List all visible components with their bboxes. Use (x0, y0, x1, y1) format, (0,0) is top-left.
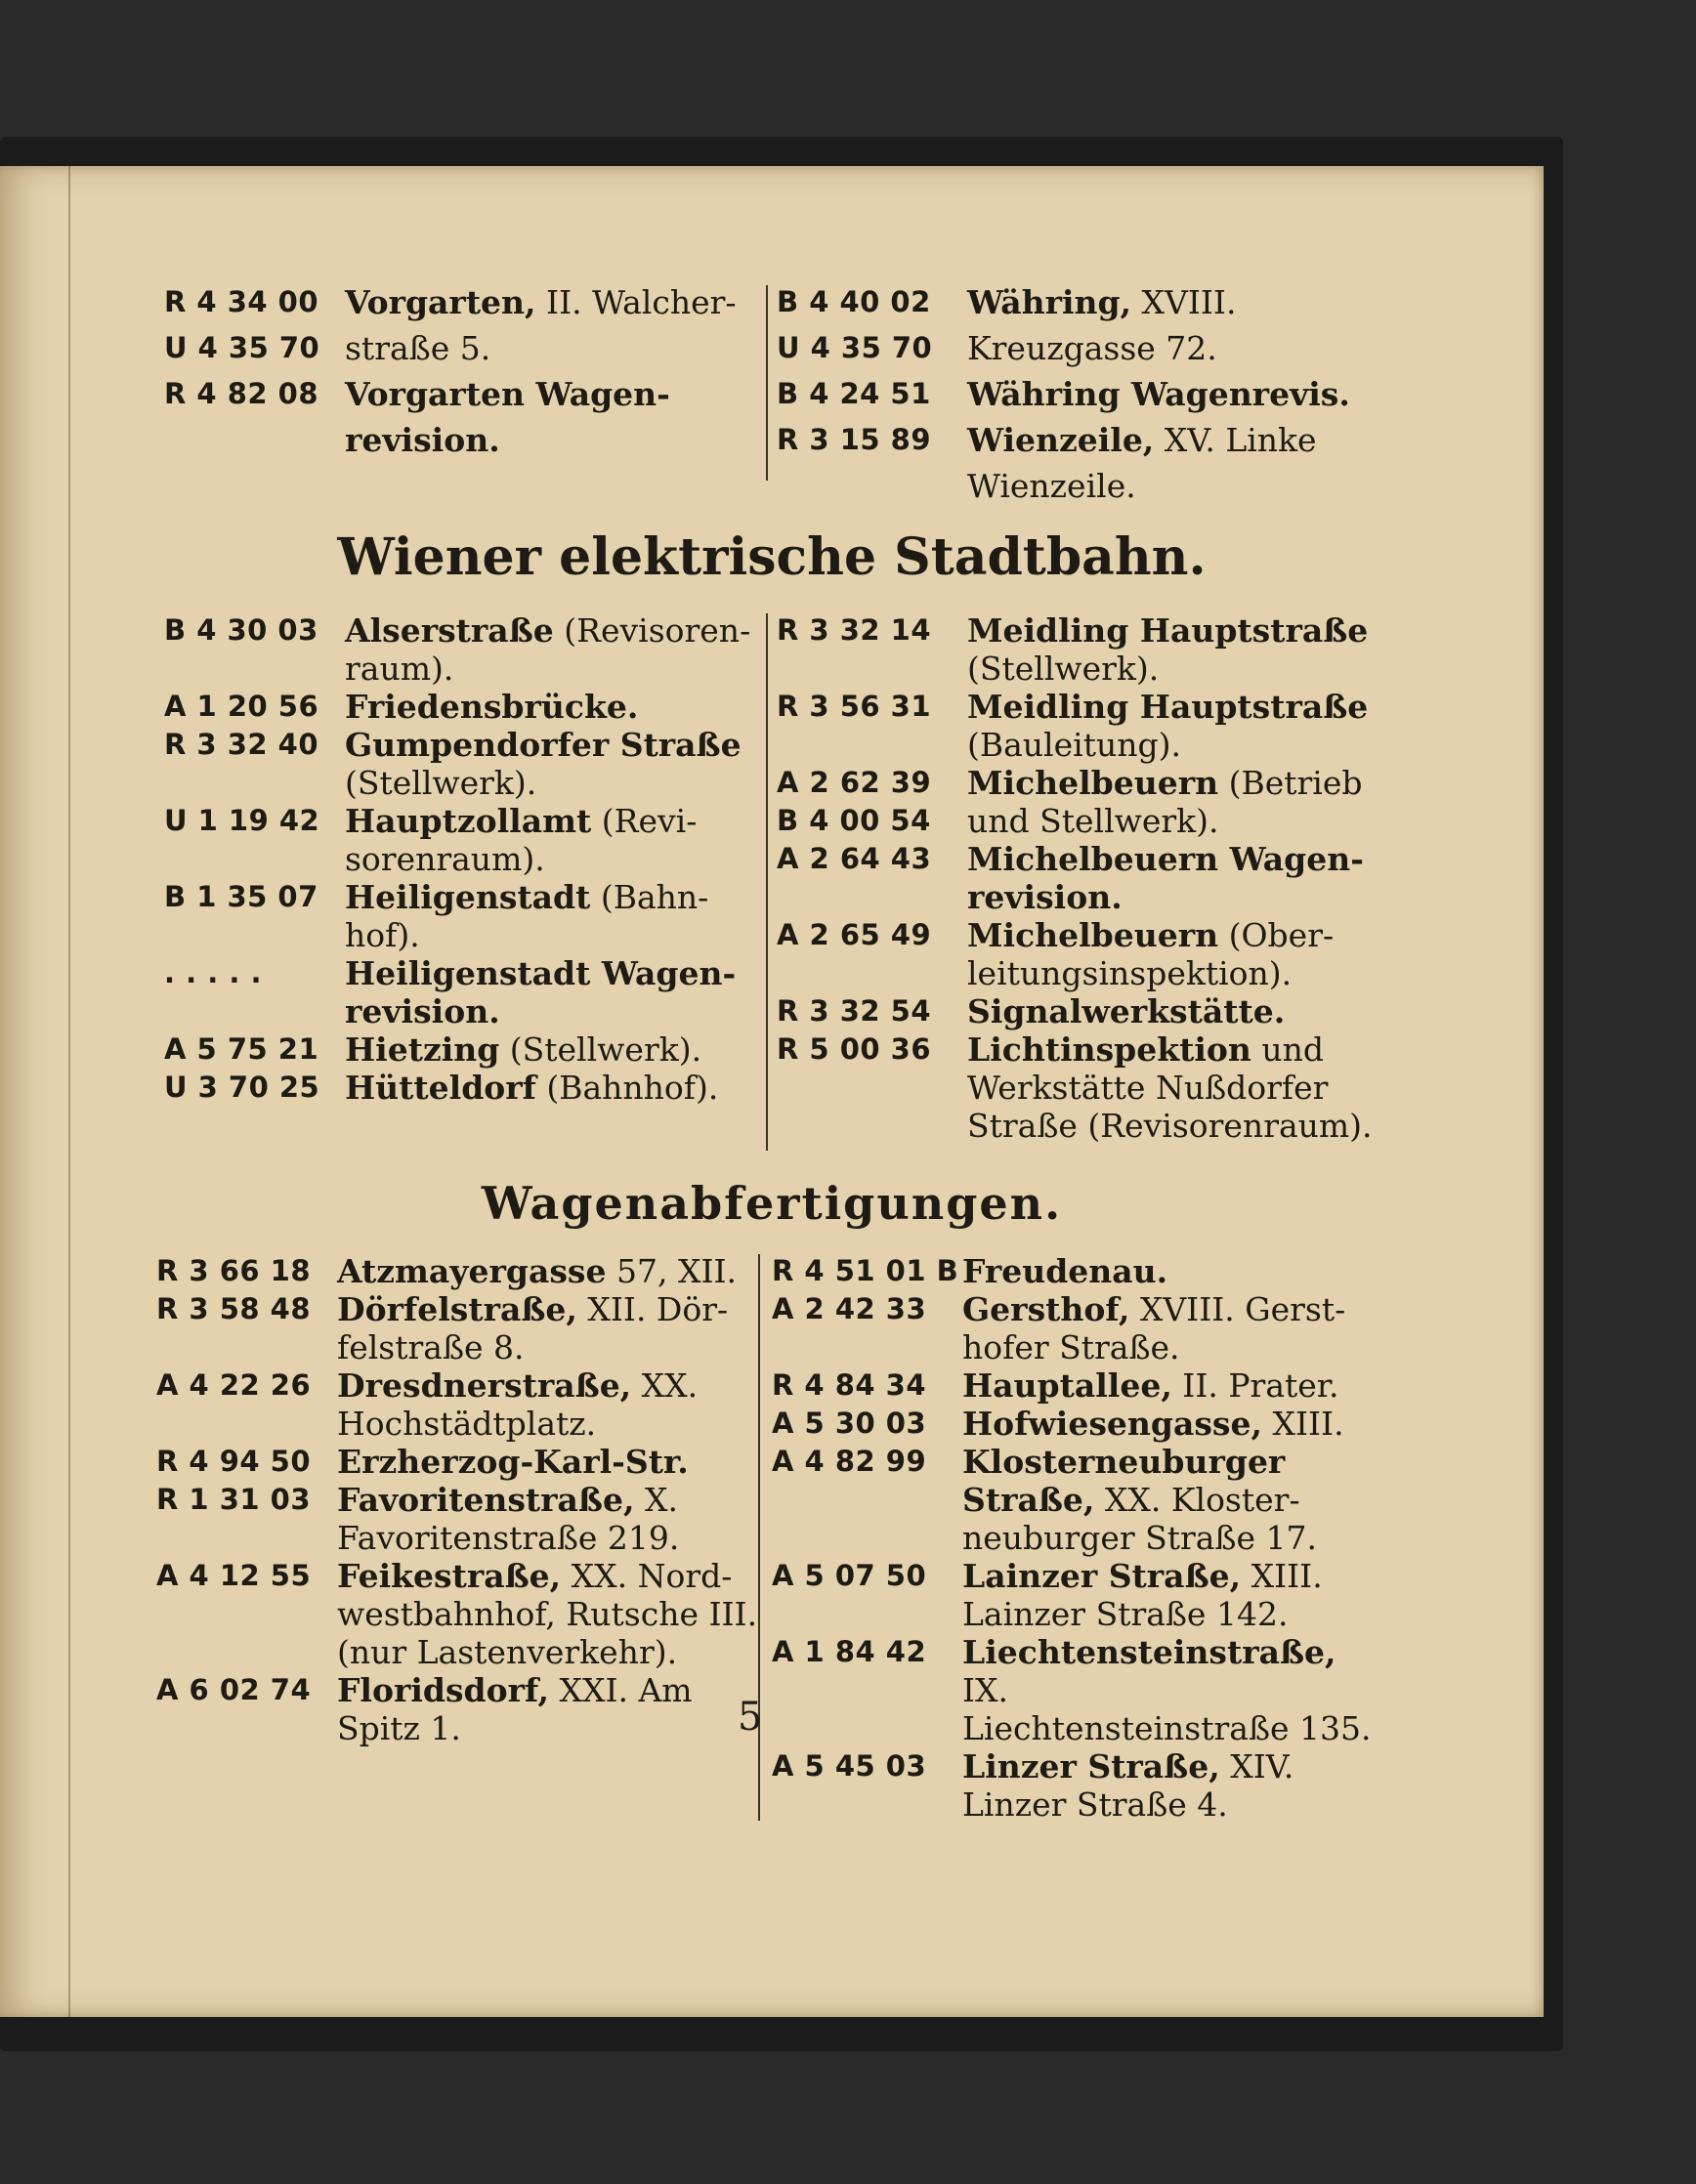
station-detail: Straße (Revisorenraum). (967, 1107, 1373, 1145)
station-detail: XX. Nord- (561, 1557, 733, 1595)
entry-text (345, 802, 765, 840)
station-detail: XVIII. Gerst- (1129, 1290, 1346, 1328)
directory-entry (156, 1290, 762, 1328)
directory-entry (164, 992, 765, 1030)
phone-code: R 3 66 18 (156, 1254, 312, 1287)
entry-text (337, 1709, 762, 1747)
top-right-column (777, 283, 1373, 513)
entry-text (337, 1290, 762, 1328)
phone-code: A 1 20 56 (164, 690, 319, 723)
station-detail: Hochstädtplatz. (337, 1405, 597, 1443)
directory-entry (777, 1107, 1373, 1145)
phone-code: R 3 58 48 (156, 1292, 312, 1325)
station-detail: Linzer Straße 4. (962, 1785, 1228, 1824)
entry-text (967, 1107, 1373, 1145)
phone-code: U 4 35 70 (777, 331, 933, 364)
station-detail: (Betrieb (1218, 764, 1363, 802)
station-detail: (Stellwerk). (345, 764, 537, 802)
entry-text (345, 726, 765, 764)
entry-text (962, 1747, 1373, 1785)
directory-entry (777, 1069, 1373, 1107)
directory-entry (772, 1519, 1373, 1557)
entry-text (337, 1519, 762, 1557)
directory-entry (164, 726, 765, 764)
heading-stadtbahn: Wiener elektrische Stadtbahn. (337, 527, 1207, 587)
phone-code: R 4 51 01 B (772, 1254, 959, 1287)
directory-entry (156, 1481, 762, 1519)
entry-text (337, 1405, 762, 1443)
station-name: Alserstraße (345, 611, 554, 650)
directory-entry (772, 1785, 1373, 1824)
directory-entry (772, 1405, 1373, 1443)
phone-code: R 5 00 36 (777, 1032, 932, 1066)
station-name: Favoritenstraße, (337, 1481, 635, 1519)
directory-entry (164, 878, 765, 916)
station-detail: XVIII. (1131, 283, 1237, 321)
directory-entry (777, 916, 1373, 954)
directory-entry (156, 1519, 762, 1557)
entry-text (967, 375, 1373, 413)
station-detail: neuburger Straße 17. (962, 1519, 1317, 1557)
station-detail: (Ober- (1218, 916, 1335, 954)
station-name: Dörfelstraße, (337, 1290, 577, 1328)
entry-text (962, 1709, 1373, 1747)
page-number: 5 (738, 1695, 763, 1740)
station-detail: leitungsinspektion). (967, 954, 1293, 992)
directory-entry (156, 1328, 762, 1366)
station-detail: (Bahn- (590, 878, 709, 916)
entry-text (962, 1290, 1373, 1328)
directory-entry (777, 726, 1373, 764)
bottom-right-column (772, 1252, 1373, 1824)
directory-entry (777, 329, 1373, 367)
entry-text (962, 1595, 1373, 1633)
station-detail: Lainzer Straße 142. (962, 1595, 1289, 1633)
directory-entry (772, 1290, 1373, 1328)
phone-code: A 2 64 43 (777, 842, 932, 875)
directory-entry (164, 421, 765, 459)
phone-code: A 6 02 74 (156, 1673, 312, 1706)
phone-code: A 2 42 33 (772, 1292, 927, 1325)
station-name: Meidling Hauptstraße (967, 611, 1369, 650)
entry-text (962, 1252, 1373, 1290)
entry-text (962, 1405, 1373, 1443)
page-gutter (68, 166, 70, 2017)
directory-entry (156, 1557, 762, 1595)
station-name: Hauptzollamt (345, 802, 592, 840)
station-name: Dresdnerstraße, (337, 1366, 632, 1405)
phone-code: U 4 35 70 (164, 331, 320, 364)
station-detail: straße 5. (345, 329, 491, 367)
phone-code: R 3 32 14 (777, 613, 932, 647)
phone-code: A 5 75 21 (164, 1032, 319, 1066)
directory-entry (164, 802, 765, 840)
entry-text (337, 1443, 762, 1481)
station-name: Hütteldorf (345, 1069, 536, 1107)
directory-entry (156, 1252, 762, 1290)
directory-entry (164, 1069, 765, 1107)
column-divider-mid (766, 613, 768, 1151)
station-name: Straße, (962, 1481, 1095, 1519)
entry-text (967, 421, 1373, 459)
directory-entry (772, 1747, 1373, 1785)
station-name: Wienzeile, (967, 421, 1155, 459)
directory-entry (772, 1252, 1373, 1290)
station-detail: XII. Dör- (576, 1290, 729, 1328)
station-name: Gumpendorfer Straße (345, 726, 742, 764)
directory-entry (777, 840, 1373, 878)
entry-text (345, 916, 765, 954)
directory-entry (156, 1366, 762, 1405)
bottom-left-column (156, 1252, 762, 1747)
phone-code: A 4 12 55 (156, 1559, 312, 1592)
station-detail: (Revi- (591, 802, 698, 840)
station-name: Friedensbrücke. (345, 688, 639, 726)
phone-code: R 4 94 50 (156, 1445, 312, 1478)
entry-text (967, 611, 1373, 650)
station-name: revision. (345, 992, 500, 1030)
directory-entry (777, 954, 1373, 992)
station-name: Hofwiesengasse, (962, 1405, 1262, 1443)
station-name: Heiligenstadt Wagen- (345, 954, 737, 992)
station-name: Michelbeuern (967, 916, 1219, 954)
phone-code: A 2 62 39 (777, 766, 932, 799)
entry-text (962, 1557, 1373, 1595)
entry-text (962, 1519, 1373, 1557)
station-detail: hofer Straße. (962, 1328, 1180, 1366)
directory-entry (164, 611, 765, 650)
station-name: Linzer Straße, (962, 1747, 1220, 1785)
directory-entry (772, 1595, 1373, 1633)
directory-entry (156, 1671, 762, 1709)
entry-text (345, 992, 765, 1030)
entry-text (337, 1252, 762, 1290)
station-name: Heiligenstadt (345, 878, 591, 916)
phone-code: R 4 82 08 (164, 377, 319, 410)
directory-entry (772, 1443, 1373, 1481)
station-name: Liechtensteinstraße, (962, 1633, 1336, 1671)
entry-text (967, 764, 1373, 802)
station-name: Hietzing (345, 1030, 500, 1069)
phone-code: A 4 22 26 (156, 1368, 312, 1402)
station-detail: XIII. (1262, 1405, 1344, 1443)
entry-text (337, 1671, 762, 1709)
entry-text (967, 878, 1373, 916)
entry-text (337, 1595, 762, 1633)
directory-entry (164, 283, 765, 321)
directory-entry (164, 375, 765, 413)
phone-code: A 5 45 03 (772, 1749, 927, 1783)
phone-code: . . . . . (164, 956, 262, 989)
station-detail: (Bahnhof). (535, 1069, 719, 1107)
phone-code: A 1 84 42 (772, 1635, 927, 1668)
entry-text (967, 992, 1373, 1030)
station-name: Freudenau. (962, 1252, 1168, 1290)
entry-text (967, 954, 1373, 992)
station-name: Lichtinspektion (967, 1030, 1251, 1069)
station-detail: Kreuzgasse 72. (967, 329, 1217, 367)
directory-entry (777, 802, 1373, 840)
directory-entry (164, 916, 765, 954)
phone-code: R 3 32 40 (164, 728, 319, 761)
entry-text (345, 764, 765, 802)
station-detail: und (1251, 1030, 1325, 1069)
entry-text (337, 1328, 762, 1366)
station-name: revision. (967, 878, 1123, 916)
station-detail: Werkstätte Nußdorfer (967, 1069, 1329, 1107)
entry-text (345, 954, 765, 992)
entry-text (345, 421, 765, 459)
directory-entry (777, 375, 1373, 413)
station-detail: und Stellwerk). (967, 802, 1219, 840)
entry-text (962, 1633, 1373, 1709)
station-detail: XIII. (1241, 1557, 1323, 1595)
station-detail: Favoritenstraße 219. (337, 1519, 680, 1557)
entry-text (967, 916, 1373, 954)
directory-entry (777, 878, 1373, 916)
directory-entry (772, 1557, 1373, 1595)
directory-entry (777, 1030, 1373, 1069)
entry-text (967, 1030, 1373, 1069)
entry-text (967, 1069, 1373, 1107)
directory-entry (777, 650, 1373, 688)
directory-entry (156, 1405, 762, 1443)
directory-entry (164, 840, 765, 878)
entry-text (345, 611, 765, 650)
entry-text (962, 1443, 1373, 1481)
station-detail: raum). (345, 650, 454, 688)
station-name: Michelbeuern Wagen- (967, 840, 1364, 878)
phone-code: U 3 70 25 (164, 1071, 320, 1104)
station-detail: (nur Lastenverkehr). (337, 1633, 678, 1671)
station-detail: XIV. (1219, 1747, 1294, 1785)
station-detail: 57, XII. (606, 1252, 737, 1290)
entry-text (337, 1557, 762, 1595)
directory-entry (164, 1030, 765, 1069)
phone-code: B 1 35 07 (164, 880, 318, 913)
entry-text (962, 1328, 1373, 1366)
directory-entry (777, 764, 1373, 802)
entry-text (962, 1481, 1373, 1519)
directory-entry (156, 1595, 762, 1633)
directory-entry (772, 1366, 1373, 1405)
entry-text (345, 650, 765, 688)
entry-text (345, 1069, 765, 1107)
entry-text (962, 1366, 1373, 1405)
station-name: Floridsdorf, (337, 1671, 549, 1709)
directory-entry (777, 992, 1373, 1030)
station-name: Meidling Hauptstraße (967, 688, 1369, 726)
directory-entry (777, 421, 1373, 459)
phone-code: A 2 65 49 (777, 918, 932, 951)
station-detail: XX. (631, 1366, 699, 1405)
station-name: Michelbeuern (967, 764, 1219, 802)
heading-wagenabfertigungen: Wagenabfertigungen. (481, 1177, 1063, 1230)
phone-code: B 4 30 03 (164, 613, 318, 647)
entry-text (967, 283, 1373, 321)
directory-entry (777, 688, 1373, 726)
entry-text (967, 329, 1373, 367)
station-name: Signalwerkstätte. (967, 992, 1286, 1030)
station-name: Erzherzog-Karl-Str. (337, 1443, 689, 1481)
station-detail: IX. (962, 1671, 1009, 1709)
directory-entry (772, 1481, 1373, 1519)
directory-entry (164, 329, 765, 367)
station-name: Atzmayergasse (337, 1252, 607, 1290)
mid-left-column (164, 611, 765, 1107)
station-detail: Liechtensteinstraße 135. (962, 1709, 1372, 1747)
phone-code: R 3 32 54 (777, 994, 932, 1028)
station-detail: Wienzeile. (967, 467, 1136, 505)
directory-entry (772, 1328, 1373, 1366)
phone-code: B 4 00 54 (777, 804, 931, 837)
station-name: Feikestraße, (337, 1557, 562, 1595)
mid-right-column (777, 611, 1373, 1145)
station-name: Vorgarten Wagen- (345, 375, 670, 413)
station-detail: (Revisoren- (553, 611, 751, 650)
directory-entry (772, 1709, 1373, 1747)
entry-text (967, 802, 1373, 840)
directory-entry (777, 467, 1373, 505)
station-name: Lainzer Straße, (962, 1557, 1242, 1595)
station-name: Währing, (967, 283, 1132, 321)
station-name: Hauptallee, (962, 1366, 1172, 1405)
station-detail: X. (634, 1481, 678, 1519)
directory-entry (156, 1443, 762, 1481)
entry-text (345, 283, 765, 321)
station-name: Währing Wagenrevis. (967, 375, 1350, 413)
directory-entry (156, 1709, 762, 1747)
station-name: Klosterneuburger (962, 1443, 1286, 1481)
phone-code: B 4 40 02 (777, 285, 931, 318)
entry-text (337, 1633, 762, 1671)
phone-code: R 4 34 00 (164, 285, 319, 318)
entry-text (967, 840, 1373, 878)
entry-text (345, 688, 765, 726)
entry-text (337, 1366, 762, 1405)
station-detail: II. Walcher- (535, 283, 737, 321)
entry-text (337, 1481, 762, 1519)
phone-code: R 3 15 89 (777, 423, 932, 456)
entry-text (345, 1030, 765, 1069)
phone-code: A 5 07 50 (772, 1559, 927, 1592)
station-detail: westbahnhof, Rutsche III. (337, 1595, 758, 1633)
phone-code: R 1 31 03 (156, 1483, 312, 1516)
directory-entry (772, 1633, 1373, 1709)
station-detail: (Stellwerk). (499, 1030, 702, 1069)
phone-code: U 1 19 42 (164, 804, 320, 837)
station-name: revision. (345, 421, 500, 459)
directory-entry (164, 688, 765, 726)
station-detail: XV. Linke (1154, 421, 1317, 459)
station-detail: Spitz 1. (337, 1709, 461, 1747)
column-divider-top (766, 285, 768, 481)
station-detail: hof). (345, 916, 420, 954)
station-detail: II. Prater. (1171, 1366, 1339, 1405)
entry-text (967, 467, 1373, 505)
station-detail: (Bauleitung). (967, 726, 1181, 764)
directory-entry (164, 954, 765, 992)
entry-text (967, 688, 1373, 726)
station-detail: felstraße 8. (337, 1328, 525, 1366)
entry-text (345, 840, 765, 878)
entry-text (967, 650, 1373, 688)
entry-text (967, 726, 1373, 764)
station-detail: XXI. Am (548, 1671, 693, 1709)
station-detail: XX. Kloster- (1094, 1481, 1300, 1519)
entry-text (345, 329, 765, 367)
directory-entry (156, 1633, 762, 1671)
directory-entry (777, 611, 1373, 650)
entry-text (345, 878, 765, 916)
phone-code: R 3 56 31 (777, 690, 932, 723)
directory-entry (164, 650, 765, 688)
phone-code: B 4 24 51 (777, 377, 931, 410)
phone-code: A 5 30 03 (772, 1407, 927, 1440)
station-name: Gersthof, (962, 1290, 1130, 1328)
entry-text (345, 375, 765, 413)
directory-entry (777, 283, 1373, 321)
phone-code: A 4 82 99 (772, 1445, 927, 1478)
phone-code: R 4 84 34 (772, 1368, 927, 1402)
top-left-column (164, 283, 765, 467)
entry-text (962, 1785, 1373, 1824)
station-detail: (Stellwerk). (967, 650, 1160, 688)
station-detail: sorenraum). (345, 840, 545, 878)
directory-entry (164, 764, 765, 802)
station-name: Vorgarten, (345, 283, 536, 321)
